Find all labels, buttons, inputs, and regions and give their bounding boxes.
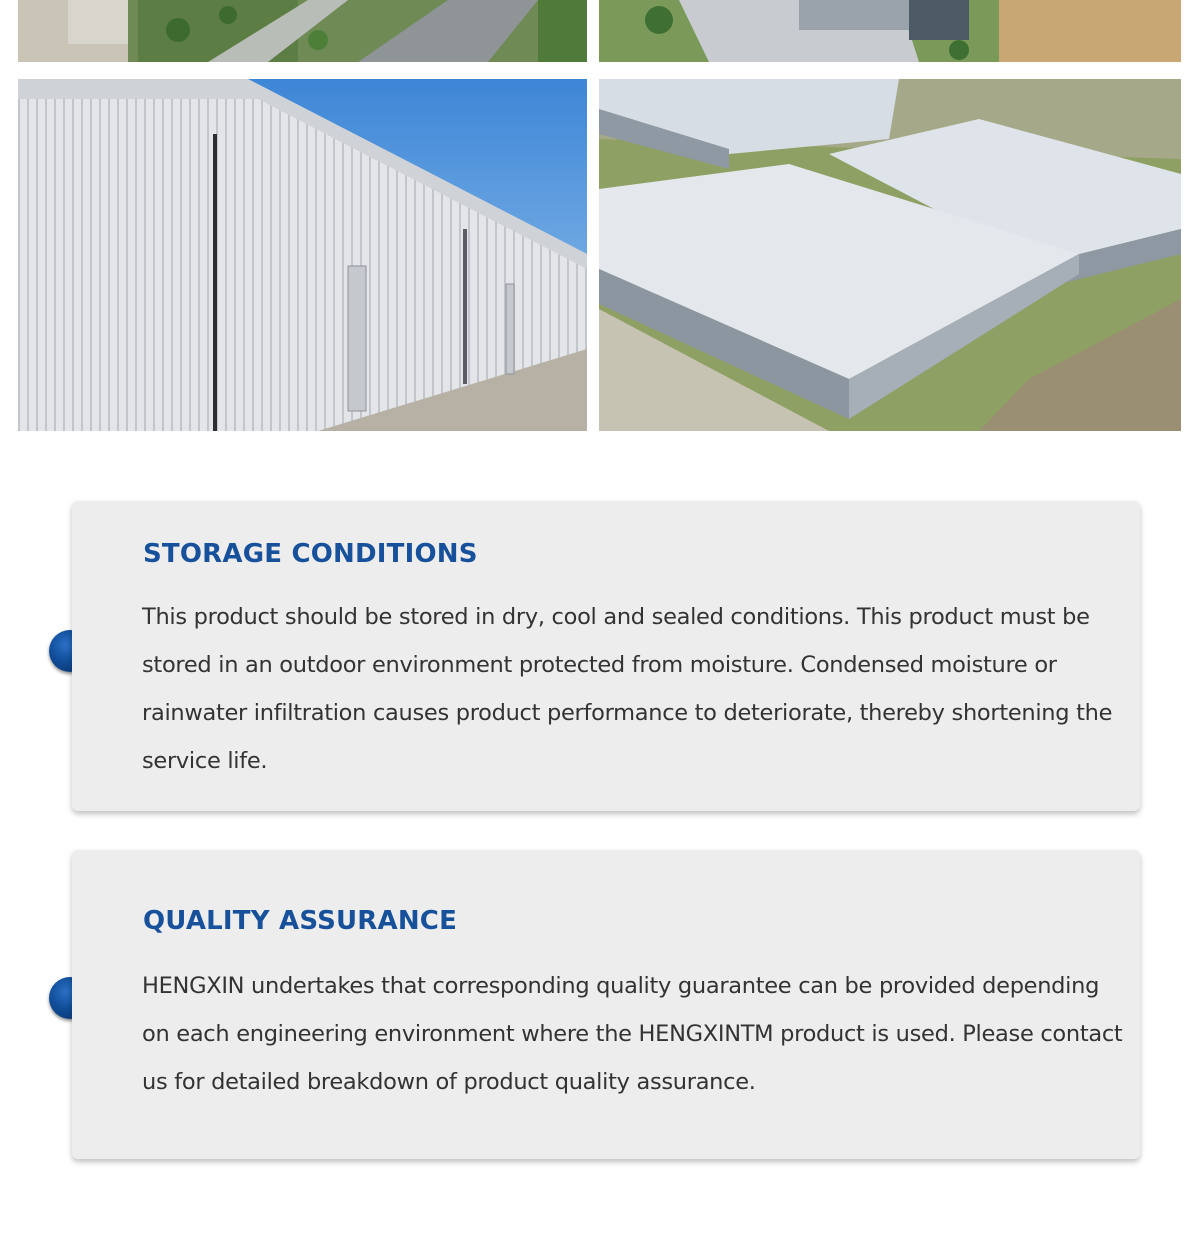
photo-metal-wall-building: [18, 79, 587, 431]
photo-aerial-warehouses: [599, 79, 1181, 431]
quality-assurance-title: QUALITY ASSURANCE: [143, 906, 458, 936]
quality-assurance-text: HENGXIN undertakes that corresponding quality guarantee can be provided depending on each engineering environment where the HENGXINTM product is used. Please contact us for detailed breakdown of product quality assurance.: [142, 973, 1123, 1095]
storage-conditions-title: STORAGE CONDITIONS: [143, 539, 478, 569]
storage-conditions-text: This product should be stored in dry, cool and sealed conditions. This product must be stored in an outdoor environment protected from moisture. Condensed moisture or rainwater infiltration causes product performance to deteriorate, thereby shortening the service life.: [142, 604, 1113, 774]
quality-assurance-card: [72, 850, 1140, 1159]
storage-conditions-card: [72, 501, 1140, 811]
photo-industrial-site: [599, 0, 1181, 62]
photo-city-street: [18, 0, 587, 62]
